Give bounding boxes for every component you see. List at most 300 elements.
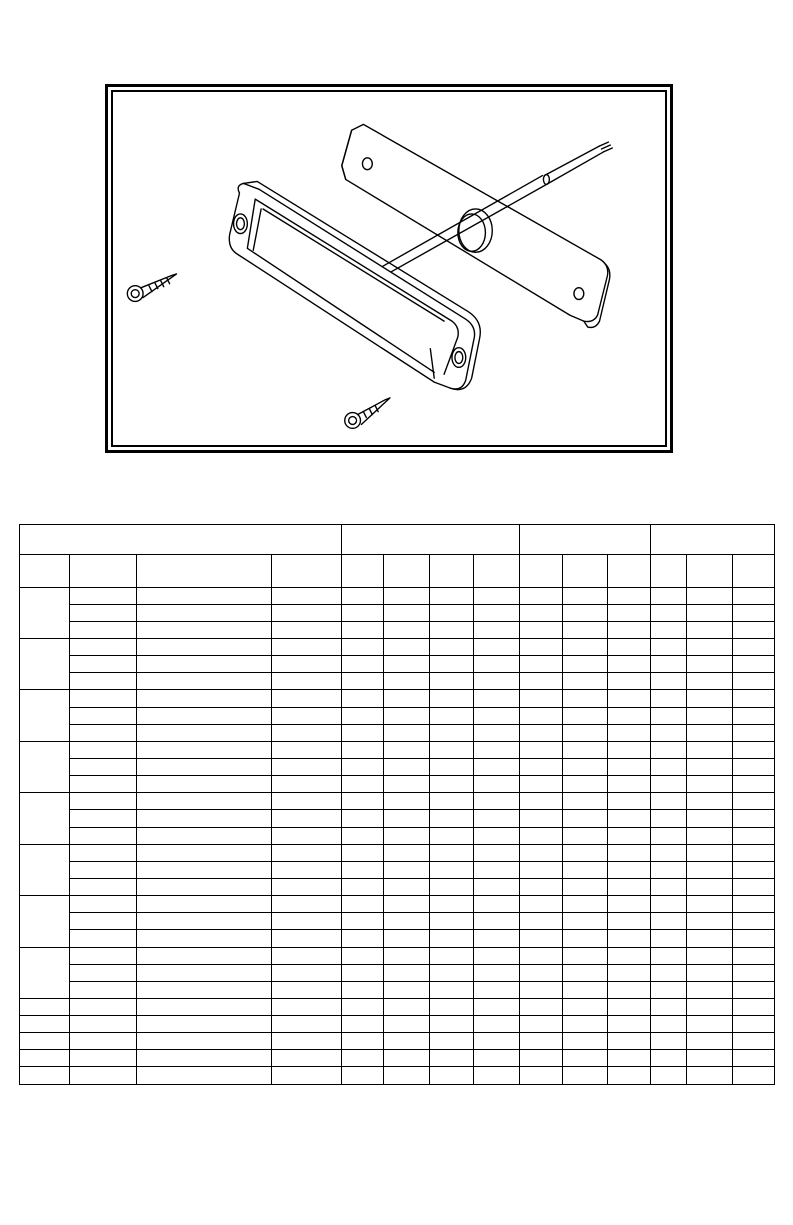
table-row	[20, 656, 775, 673]
table-cell	[608, 930, 651, 947]
table-cell	[563, 621, 608, 638]
table-cell	[687, 1067, 733, 1085]
table-cell	[384, 844, 430, 861]
table-cell	[137, 896, 272, 913]
table-cell	[384, 964, 430, 981]
table-cell	[70, 1050, 137, 1067]
table-cell	[20, 998, 70, 1015]
table-row	[20, 638, 775, 655]
table-cell	[474, 621, 520, 638]
table-cell	[687, 1050, 733, 1067]
table-cell	[687, 758, 733, 775]
table-cell	[430, 810, 474, 827]
table-cell	[563, 1033, 608, 1050]
table-row	[20, 930, 775, 947]
table-cell	[384, 724, 430, 741]
table-cell	[342, 998, 384, 1015]
table-cell	[474, 896, 520, 913]
table-cell	[608, 896, 651, 913]
table-cell	[687, 793, 733, 810]
table-cell	[474, 964, 520, 981]
table-cell	[342, 776, 384, 793]
table-cell	[687, 604, 733, 621]
table-cell	[137, 844, 272, 861]
table-cell	[608, 673, 651, 690]
group-header-cell	[651, 525, 775, 555]
table-cell	[608, 1016, 651, 1033]
table-cell	[70, 656, 137, 673]
table-row	[20, 1067, 775, 1085]
table-cell	[384, 1033, 430, 1050]
table-cell	[520, 673, 563, 690]
table-cell	[384, 981, 430, 998]
table-cell	[651, 604, 687, 621]
table-cell	[137, 724, 272, 741]
table-cell	[384, 621, 430, 638]
table-cell	[20, 587, 70, 638]
column-header-cell	[563, 555, 608, 587]
table-cell	[70, 673, 137, 690]
table-cell	[651, 981, 687, 998]
table-cell	[733, 707, 775, 724]
table-cell	[20, 741, 70, 792]
table-cell	[608, 741, 651, 758]
table-cell	[651, 844, 687, 861]
table-cell	[651, 707, 687, 724]
table-cell	[342, 587, 384, 604]
table-cell	[733, 690, 775, 707]
table-cell	[520, 913, 563, 930]
table-cell	[342, 964, 384, 981]
table-cell	[272, 690, 342, 707]
table-cell	[342, 793, 384, 810]
table-cell	[70, 844, 137, 861]
table-cell	[430, 587, 474, 604]
table-cell	[608, 1050, 651, 1067]
column-header-cell	[137, 555, 272, 587]
table-cell	[733, 638, 775, 655]
table-cell	[520, 981, 563, 998]
table-cell	[272, 758, 342, 775]
table-cell	[70, 587, 137, 604]
table-cell	[430, 878, 474, 895]
table-row	[20, 981, 775, 998]
table-cell	[687, 673, 733, 690]
table-cell	[384, 998, 430, 1015]
table-cell	[430, 758, 474, 775]
table-cell	[70, 896, 137, 913]
column-header-cell	[520, 555, 563, 587]
table-cell	[430, 1067, 474, 1085]
table-cell	[70, 827, 137, 844]
table-cell	[520, 878, 563, 895]
table-cell	[608, 707, 651, 724]
table-cell	[137, 947, 272, 964]
table-cell	[137, 776, 272, 793]
table-cell	[430, 981, 474, 998]
table-cell	[70, 638, 137, 655]
product-illustration-frame	[105, 84, 673, 453]
table-cell	[137, 741, 272, 758]
table-row	[20, 776, 775, 793]
table-cell	[520, 810, 563, 827]
table-cell	[733, 741, 775, 758]
table-row	[20, 998, 775, 1015]
table-row	[20, 707, 775, 724]
table-cell	[608, 656, 651, 673]
table-cell	[563, 844, 608, 861]
table-cell	[342, 758, 384, 775]
table-cell	[384, 690, 430, 707]
table-cell	[520, 844, 563, 861]
table-cell	[342, 878, 384, 895]
table-cell	[384, 827, 430, 844]
table-cell	[520, 947, 563, 964]
table-cell	[733, 844, 775, 861]
table-cell	[384, 913, 430, 930]
table-cell	[687, 930, 733, 947]
table-cell	[474, 673, 520, 690]
table-cell	[137, 998, 272, 1015]
table-cell	[687, 638, 733, 655]
table-cell	[272, 673, 342, 690]
table-cell	[384, 1016, 430, 1033]
table-cell	[137, 758, 272, 775]
table-row	[20, 604, 775, 621]
table-cell	[430, 638, 474, 655]
table-cell	[651, 1067, 687, 1085]
table-cell	[272, 964, 342, 981]
table-cell	[563, 656, 608, 673]
table-cell	[342, 741, 384, 758]
table-cell	[137, 621, 272, 638]
table-cell	[608, 810, 651, 827]
group-header-cell	[20, 525, 342, 555]
table-cell	[651, 964, 687, 981]
table-cell	[687, 947, 733, 964]
table-cell	[520, 793, 563, 810]
table-row	[20, 793, 775, 810]
table-cell	[342, 810, 384, 827]
table-cell	[272, 707, 342, 724]
table-cell	[733, 896, 775, 913]
table-cell	[651, 724, 687, 741]
table-cell	[520, 827, 563, 844]
column-header-cell	[20, 555, 70, 587]
table-cell	[651, 673, 687, 690]
table-cell	[608, 1033, 651, 1050]
table-cell	[520, 1050, 563, 1067]
table-cell	[272, 878, 342, 895]
table-cell	[687, 964, 733, 981]
table-cell	[70, 1067, 137, 1085]
table-cell	[137, 1016, 272, 1033]
table-cell	[70, 741, 137, 758]
table-cell	[563, 930, 608, 947]
table-cell	[137, 981, 272, 998]
table-cell	[384, 638, 430, 655]
table-cell	[651, 587, 687, 604]
table-cell	[474, 604, 520, 621]
table-cell	[137, 930, 272, 947]
table-cell	[70, 1016, 137, 1033]
table-cell	[272, 776, 342, 793]
table-cell	[272, 861, 342, 878]
table-cell	[687, 981, 733, 998]
table-cell	[520, 930, 563, 947]
table-cell	[563, 964, 608, 981]
table-cell	[384, 930, 430, 947]
table-cell	[474, 776, 520, 793]
table-cell	[563, 793, 608, 810]
table-cell	[733, 1016, 775, 1033]
table-cell	[733, 878, 775, 895]
table-cell	[651, 913, 687, 930]
table-cell	[520, 1067, 563, 1085]
table-cell	[137, 656, 272, 673]
table-cell	[563, 878, 608, 895]
table-cell	[563, 673, 608, 690]
table-cell	[430, 690, 474, 707]
table-cell	[520, 861, 563, 878]
table-group-header-row	[20, 525, 775, 555]
table-row	[20, 1033, 775, 1050]
table-cell	[137, 638, 272, 655]
table-cell	[608, 776, 651, 793]
table-cell	[342, 930, 384, 947]
table-row	[20, 861, 775, 878]
table-column-header-row	[20, 555, 775, 587]
table-cell	[608, 844, 651, 861]
table-cell	[272, 1050, 342, 1067]
table-cell	[342, 861, 384, 878]
table-cell	[563, 724, 608, 741]
table-cell	[733, 964, 775, 981]
table-cell	[651, 1016, 687, 1033]
table-cell	[651, 741, 687, 758]
table-cell	[430, 621, 474, 638]
table-cell	[608, 587, 651, 604]
table-cell	[342, 621, 384, 638]
table-cell	[733, 758, 775, 775]
table-cell	[137, 1033, 272, 1050]
table-cell	[342, 913, 384, 930]
table-row	[20, 673, 775, 690]
table-cell	[272, 913, 342, 930]
table-cell	[20, 1050, 70, 1067]
table-cell	[520, 621, 563, 638]
table-cell	[608, 1067, 651, 1085]
table-cell	[563, 776, 608, 793]
table-cell	[733, 673, 775, 690]
table-cell	[137, 707, 272, 724]
table-cell	[687, 913, 733, 930]
table-cell	[651, 1033, 687, 1050]
table-cell	[20, 844, 70, 895]
table-cell	[687, 621, 733, 638]
table-cell	[137, 587, 272, 604]
table-cell	[137, 793, 272, 810]
table-cell	[651, 861, 687, 878]
table-cell	[430, 964, 474, 981]
table-cell	[608, 981, 651, 998]
table-row	[20, 810, 775, 827]
table-cell	[70, 724, 137, 741]
table-cell	[137, 690, 272, 707]
table-cell	[20, 1067, 70, 1085]
table-cell	[563, 947, 608, 964]
table-cell	[563, 758, 608, 775]
table-cell	[430, 741, 474, 758]
table-cell	[342, 690, 384, 707]
table-cell	[20, 638, 70, 689]
table-cell	[520, 1016, 563, 1033]
table-cell	[384, 707, 430, 724]
table-cell	[608, 690, 651, 707]
table-cell	[342, 724, 384, 741]
table-cell	[474, 913, 520, 930]
table-cell	[384, 947, 430, 964]
group-header-cell	[520, 525, 651, 555]
table-cell	[520, 656, 563, 673]
table-cell	[430, 913, 474, 930]
table-cell	[430, 861, 474, 878]
column-header-cell	[651, 555, 687, 587]
table-cell	[520, 690, 563, 707]
table-cell	[137, 861, 272, 878]
table-cell	[474, 827, 520, 844]
table-cell	[430, 656, 474, 673]
table-cell	[430, 776, 474, 793]
table-cell	[70, 861, 137, 878]
table-cell	[651, 638, 687, 655]
table-cell	[272, 656, 342, 673]
table-cell	[651, 896, 687, 913]
table-cell	[608, 724, 651, 741]
table-cell	[137, 1050, 272, 1067]
table-cell	[272, 587, 342, 604]
table-cell	[384, 758, 430, 775]
table-cell	[608, 604, 651, 621]
table-cell	[272, 998, 342, 1015]
table-cell	[20, 1016, 70, 1033]
table-cell	[474, 878, 520, 895]
table-cell	[272, 844, 342, 861]
table-cell	[430, 724, 474, 741]
table-cell	[342, 844, 384, 861]
table-cell	[733, 947, 775, 964]
table-cell	[272, 810, 342, 827]
table-cell	[474, 793, 520, 810]
table-cell	[474, 758, 520, 775]
table-cell	[563, 861, 608, 878]
table-cell	[687, 844, 733, 861]
table-cell	[563, 741, 608, 758]
table-cell	[430, 1016, 474, 1033]
table-cell	[20, 947, 70, 998]
table-cell	[608, 998, 651, 1015]
table-cell	[733, 656, 775, 673]
screw-bottom-icon	[345, 398, 390, 428]
table-cell	[430, 1033, 474, 1050]
table-cell	[430, 707, 474, 724]
table-cell	[384, 776, 430, 793]
table-cell	[520, 587, 563, 604]
column-header-cell	[272, 555, 342, 587]
table-cell	[70, 690, 137, 707]
table-cell	[272, 741, 342, 758]
table-cell	[608, 827, 651, 844]
table-cell	[733, 1033, 775, 1050]
table-cell	[733, 724, 775, 741]
table-cell	[342, 707, 384, 724]
table-cell	[272, 1033, 342, 1050]
table-row	[20, 1016, 775, 1033]
table-cell	[687, 707, 733, 724]
table-cell	[137, 913, 272, 930]
table-cell	[20, 896, 70, 947]
table-cell	[384, 1050, 430, 1067]
table-cell	[342, 827, 384, 844]
table-cell	[384, 810, 430, 827]
table-cell	[430, 947, 474, 964]
table-cell	[687, 1016, 733, 1033]
table-body	[20, 525, 775, 1085]
table-cell	[563, 896, 608, 913]
table-cell	[733, 793, 775, 810]
table-cell	[430, 930, 474, 947]
table-cell	[687, 861, 733, 878]
table-cell	[70, 776, 137, 793]
table-row	[20, 724, 775, 741]
table-cell	[384, 793, 430, 810]
table-cell	[520, 707, 563, 724]
table-cell	[687, 656, 733, 673]
screw-left-icon	[127, 274, 176, 302]
table-cell	[687, 690, 733, 707]
table-cell	[474, 656, 520, 673]
table-cell	[430, 673, 474, 690]
table-cell	[608, 758, 651, 775]
table-cell	[733, 587, 775, 604]
table-cell	[520, 896, 563, 913]
column-header-cell	[733, 555, 775, 587]
table-cell	[687, 776, 733, 793]
table-cell	[474, 861, 520, 878]
table-cell	[687, 810, 733, 827]
table-cell	[687, 1033, 733, 1050]
table-cell	[70, 707, 137, 724]
table-cell	[651, 776, 687, 793]
table-cell	[272, 638, 342, 655]
table-cell	[733, 930, 775, 947]
table-cell	[608, 621, 651, 638]
table-cell	[342, 656, 384, 673]
table-cell	[342, 1050, 384, 1067]
table-cell	[474, 981, 520, 998]
table-cell	[137, 810, 272, 827]
table-cell	[70, 947, 137, 964]
table-cell	[430, 793, 474, 810]
table-cell	[651, 810, 687, 827]
table-cell	[272, 981, 342, 998]
table-cell	[608, 964, 651, 981]
table-cell	[70, 878, 137, 895]
table-cell	[520, 998, 563, 1015]
table-cell	[520, 964, 563, 981]
table-cell	[272, 1016, 342, 1033]
table-row	[20, 827, 775, 844]
